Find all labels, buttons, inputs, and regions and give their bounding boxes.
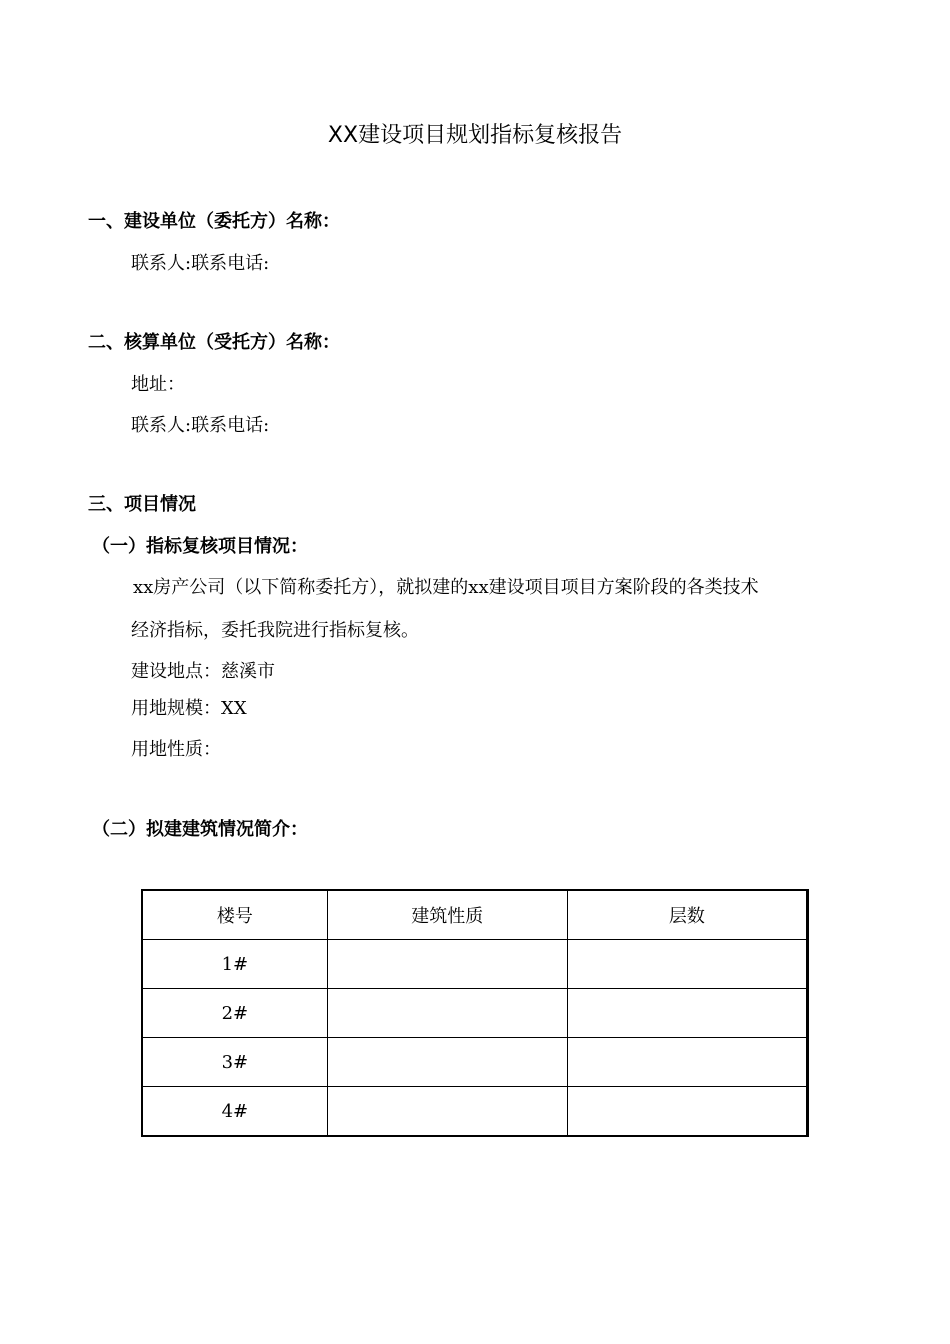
subsection-1-heading: （一）指标复核项目情况： (92, 536, 308, 557)
table-cell-building-nature (327, 940, 567, 989)
document-title: XX建设项目规划指标复核报告 (327, 123, 623, 148)
project-paragraph-line-2: 经济指标，委托我院进行指标复核。 (131, 620, 419, 641)
table-cell-building-nature (327, 1087, 567, 1137)
table-cell-building-number: 3# (142, 1038, 327, 1087)
section-2-address: 地址： (131, 374, 185, 395)
table-cell-building-number: 2# (142, 989, 327, 1038)
subsection-2-heading: （二）拟建建筑情况简介： (92, 819, 308, 840)
header-building-number: 楼号 (142, 890, 327, 940)
section-2-heading: 二、核算单位（受托方）名称： (88, 332, 340, 353)
table-row (142, 940, 808, 989)
table-cell-building-nature (327, 989, 567, 1038)
building-table (141, 889, 809, 1137)
table-cell-floors (567, 1038, 807, 1087)
table-header-row (142, 890, 808, 940)
table-cell-floors (567, 1087, 807, 1137)
table-cell-floors (567, 989, 807, 1038)
section-2-contact: 联系人:联系电话: (131, 415, 270, 436)
table-cell-building-number: 4# (142, 1087, 327, 1137)
construction-location: 建设地点：慈溪市 (131, 661, 275, 682)
table-cell-floors (567, 940, 807, 989)
table-cell-building-nature (327, 1038, 567, 1087)
table-row (142, 989, 808, 1038)
table-row (142, 1038, 808, 1087)
section-3-heading: 三、项目情况 (88, 494, 196, 515)
section-1-contact: 联系人:联系电话: (131, 253, 270, 274)
table-row (142, 1087, 808, 1137)
section-1-heading: 一、建设单位（委托方）名称： (88, 211, 340, 232)
header-building-nature: 建筑性质 (327, 890, 567, 940)
table-cell-building-number: 1# (142, 940, 327, 989)
project-paragraph-line-1: xx房产公司（以下简称委托方），就拟建的xx建设项目项目方案阶段的各类技术 (133, 577, 759, 598)
header-floors: 层数 (567, 890, 807, 940)
land-nature: 用地性质： (131, 739, 221, 760)
land-scale: 用地规模：XX (131, 698, 247, 719)
